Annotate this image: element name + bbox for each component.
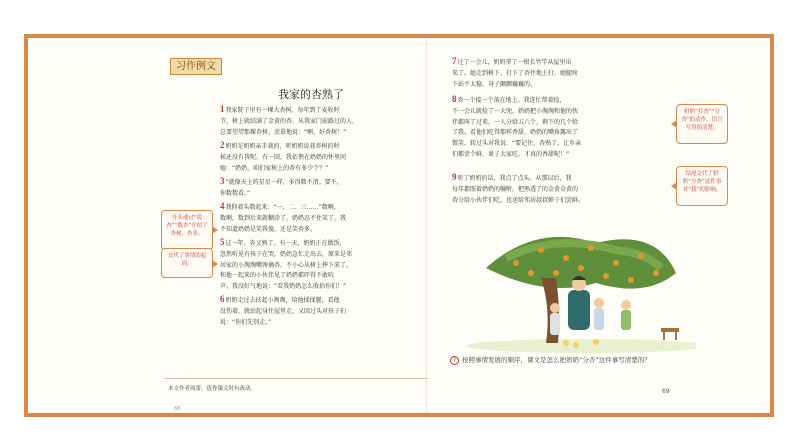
annotation-opening: 开头通过“说杏”“数杏”介绍了杏树、杏多。 [161, 210, 213, 250]
paragraph-9: 9听了奶奶的话，我点了点头。从那以后，我 每年都照着奶奶的嘱咐，把熟透了的金黄金黄的 杏分给小伙伴们吃，也送给邻居叔叔婶子们尝鲜。 [452, 172, 585, 204]
paragraph-7: 7过了一会儿，奶奶拿了一根长竹竿从屋里出 来了。她走到树下，打下了杏往地上打。她腿疼 下站不太稳，身子颤颤巍巍的。 [452, 56, 579, 88]
page-title: 我家的杏熟了 [278, 88, 344, 101]
arrow-right-icon [212, 226, 218, 234]
paragraph-4: 4我仰着头数起来：“一、二、三……”数啊， 数啊，数到后来就糊涂了。奶奶忍不住笑了。我 不知道奶奶是笑我傻，还是笑杏多。 [220, 201, 347, 233]
page-number-right: 69 [662, 388, 670, 395]
arrow-left-icon [671, 182, 677, 190]
page-number-left: 68 [174, 406, 181, 412]
annotation-ending: 结尾交代了奶奶“分杏”这件事对“我”的影响。 [676, 166, 728, 206]
footnote-rule [164, 378, 428, 379]
arrow-left-icon [671, 120, 677, 128]
paragraph-1: 1我家院子里有一棵大杏树。每年到了麦收时 节，树上就结满了金黄的杏。从我家门前路过的人， 总要望望那棵杏树，羡慕地说：“啊，好杏树！” [220, 104, 359, 136]
paragraph-5: 5这一年，杏又熟了。有一天，奶奶正在做饭， 忽然听见有孩子在哭。奶奶急忙走出去，原来是邻 居家的小淘淘嘴馋摘杏，不小心从树上摔下来了。 和他一起来的小伙伴见了奶奶都吓得不敢吭 声。我没好气地说：“看我奶奶怎么收拾你们！” [220, 237, 353, 291]
footnote: 本文作者周蕾，选作课文时有改动。 [168, 386, 257, 392]
paragraph-3: 3“就像天上的星星一样，多得数不清。要不， 你数数看。” [220, 176, 343, 197]
apricot-tree-illustration [446, 228, 696, 353]
left-page [28, 38, 428, 413]
arrow-right-icon [212, 260, 218, 268]
annotation-action: 奶奶“打杏”“分杏”的动作、语言写得很清楚。 [676, 104, 728, 144]
paragraph-8: 8杏一个接一个落在地上。我连忙帮着捡， 不一会儿就捡了一大兜。奶奶把小淘淘和他的伙 伴都叫了过来，一人分给五六个，剩下的几个给 了我。看他们吃得那样香甜，奶奶的嘴角露出了 微笑，转过头对我说：“要记住，杏熟了，让乡亲 们都尝个鲜，果子大家吃，才真的香甜呢！” [452, 94, 582, 158]
right-page [428, 38, 774, 413]
question-icon: ? [450, 356, 459, 365]
paragraph-2: 2奶奶是奶奶亲手栽的，听奶奶说栽杏树的时 候还没有我呢。有一回，我依偎在奶奶的怀里问 她：“奶奶，咱们家树上的杏有多少个？” [220, 140, 347, 172]
section-badge: 习作例文 [170, 58, 222, 75]
annotation-cause: 交代了事情的起因。 [161, 248, 213, 278]
paragraph-6: 6奶奶走过去扶起小淘淘，给他揉揉腿，看他 没伤着，就站起身往屋里走，又回过头对孩子们 说：“你们先别走。” [220, 294, 347, 326]
page-spread [24, 34, 774, 417]
exercise-question: ? 按照事情发展的顺序，课文是怎么把奶奶“分杏”这件事写清楚的？ [450, 355, 690, 366]
